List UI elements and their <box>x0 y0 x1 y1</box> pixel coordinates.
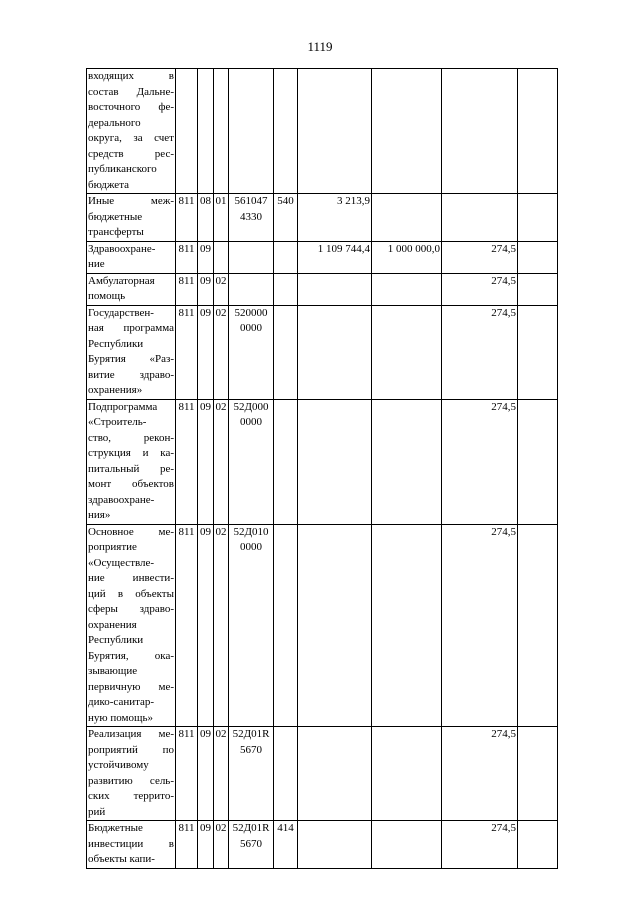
ministry-code-cell: 811 <box>176 821 198 869</box>
amount-cell: 274,5 <box>442 524 518 727</box>
amount-cell <box>298 273 372 305</box>
row-name-line: помощь <box>88 290 126 302</box>
expense-type-cell: 414 <box>274 821 298 869</box>
row-name-line: округа, за счет <box>88 132 174 144</box>
amount-cell: 1 109 744,4 <box>298 241 372 273</box>
subsection-code-cell: 02 <box>214 305 229 399</box>
row-name-line: инвестиции в <box>88 837 174 850</box>
row-name-line: дерального <box>88 116 141 129</box>
ministry-code-cell: 811 <box>176 305 198 399</box>
amount-cell <box>372 821 442 869</box>
expense-type-cell <box>274 399 298 524</box>
row-name-line: охранения» <box>88 384 143 396</box>
row-name-line: Бурятия «Раз- <box>88 353 174 365</box>
row-name-line: струкция и ка- <box>88 447 174 459</box>
row-name-line: зывающие <box>88 665 138 677</box>
amount-cell <box>298 727 372 821</box>
amount-cell <box>372 727 442 821</box>
row-name-line: бюджетные <box>88 210 143 223</box>
table-row <box>87 399 558 524</box>
target-article-cell <box>229 194 274 242</box>
section-code-cell: 09 <box>198 727 214 821</box>
row-name-line: публиканского <box>88 163 157 175</box>
amount-cell: 3 213,9 <box>298 194 372 242</box>
row-name-line: объекты капи- <box>88 853 155 865</box>
table-row <box>87 524 558 727</box>
target-article-line: 561047 <box>234 195 268 207</box>
ministry-code-cell: 811 <box>176 273 198 305</box>
section-code-cell: 09 <box>198 821 214 869</box>
amount-cell <box>518 727 558 821</box>
amount-cell <box>372 399 442 524</box>
amount-cell: 274,5 <box>442 305 518 399</box>
subsection-code-cell: 02 <box>214 727 229 821</box>
amount-cell <box>518 241 558 273</box>
ministry-code-cell: 811 <box>176 194 198 242</box>
target-article-line: 52Д01R <box>232 728 270 740</box>
table-row <box>87 727 558 821</box>
amount-cell: 1 000 000,0 <box>372 241 442 273</box>
row-name-line: Подпрограмма <box>88 400 158 413</box>
section-code-cell <box>198 69 214 194</box>
table-row <box>87 194 558 242</box>
amount-cell <box>518 524 558 727</box>
row-name-line: Амбулаторная <box>88 274 155 287</box>
amount-cell: 274,5 <box>442 727 518 821</box>
row-name-line: питальный ре- <box>88 462 174 475</box>
row-name-cell <box>87 194 176 242</box>
amount-cell <box>518 821 558 869</box>
table-row <box>87 821 558 869</box>
row-name-line: развитию сель- <box>88 774 174 787</box>
amount-cell <box>372 305 442 399</box>
expense-type-cell <box>274 727 298 821</box>
row-name-line: Бурятия, ока- <box>88 649 174 662</box>
row-name-line: витие здраво- <box>88 368 174 381</box>
target-article-line: 5670 <box>240 837 262 850</box>
ministry-code-cell: 811 <box>176 524 198 727</box>
section-code-cell: 09 <box>198 273 214 305</box>
ministry-code-cell: 811 <box>176 399 198 524</box>
row-name-line: «Строитель- <box>88 416 147 428</box>
target-article-cell <box>229 399 274 524</box>
row-name-line: ная программа <box>88 322 174 334</box>
row-name-line: Реализация ме- <box>88 728 174 740</box>
target-article-line: 0000 <box>240 541 262 553</box>
table-row <box>87 273 558 305</box>
expense-type-cell <box>274 241 298 273</box>
target-article-line: 0000 <box>240 416 262 428</box>
target-article-line: 5670 <box>240 743 262 756</box>
row-name-cell <box>87 273 176 305</box>
row-name-line: Государствен- <box>88 306 154 319</box>
target-article-cell <box>229 727 274 821</box>
target-article-cell <box>229 241 274 273</box>
amount-cell <box>518 69 558 194</box>
target-article-cell <box>229 821 274 869</box>
expense-type-cell <box>274 524 298 727</box>
row-name-line: «Осуществле- <box>88 556 155 569</box>
amount-cell <box>298 305 372 399</box>
target-article-line: 52Д01R <box>232 822 270 834</box>
section-code-cell: 09 <box>198 241 214 273</box>
row-name-line: ния» <box>88 509 111 521</box>
subsection-code-cell <box>214 241 229 273</box>
row-name-line: ние <box>88 258 105 270</box>
subsection-code-cell: 01 <box>214 194 229 242</box>
row-name-line: охранения <box>88 618 137 631</box>
amount-cell <box>518 305 558 399</box>
row-name-line: роприятие <box>88 541 137 553</box>
amount-cell <box>372 524 442 727</box>
budget-table-body <box>87 69 558 869</box>
amount-cell: 274,5 <box>442 241 518 273</box>
target-article-cell <box>229 273 274 305</box>
expense-type-cell <box>274 69 298 194</box>
row-name-line: состав Дальне- <box>88 85 174 98</box>
section-code-cell: 08 <box>198 194 214 242</box>
table-row <box>87 69 558 194</box>
amount-cell <box>518 273 558 305</box>
row-name-cell <box>87 305 176 399</box>
target-article-cell <box>229 69 274 194</box>
section-code-cell: 09 <box>198 305 214 399</box>
row-name-cell <box>87 241 176 273</box>
expense-type-cell <box>274 273 298 305</box>
row-name-line: монт объектов <box>88 478 174 490</box>
page-number: 1119 <box>307 39 333 54</box>
row-name-line: Основное ме- <box>88 525 174 538</box>
row-name-line: средств рес- <box>88 147 174 160</box>
row-name-line: Бюджетные <box>88 822 143 834</box>
row-name-line: восточного фе- <box>88 101 174 113</box>
amount-cell <box>298 821 372 869</box>
ministry-code-cell <box>176 69 198 194</box>
row-name-cell <box>87 399 176 524</box>
ministry-code-cell: 811 <box>176 727 198 821</box>
row-name-line: здравоохране- <box>88 493 155 506</box>
row-name-line: ство, рекон- <box>88 431 174 444</box>
budget-table <box>86 68 558 869</box>
amount-cell: 274,5 <box>442 273 518 305</box>
target-article-line: 4330 <box>240 210 262 223</box>
subsection-code-cell <box>214 69 229 194</box>
target-article-line: 0000 <box>240 322 262 334</box>
row-name-cell <box>87 524 176 727</box>
row-name-line: Республики <box>88 634 144 646</box>
amount-cell <box>518 399 558 524</box>
amount-cell <box>372 69 442 194</box>
amount-cell <box>372 194 442 242</box>
amount-cell <box>372 273 442 305</box>
target-article-cell <box>229 524 274 727</box>
row-name-line: ную помощь» <box>88 711 153 724</box>
table-row <box>87 305 558 399</box>
row-name-line: устойчивому <box>88 759 149 771</box>
subsection-code-cell: 02 <box>214 821 229 869</box>
target-article-line: 520000 <box>234 306 268 319</box>
section-code-cell: 09 <box>198 524 214 727</box>
row-name-line: ние инвести- <box>88 572 174 584</box>
row-name-line: дико-санитар- <box>88 696 155 708</box>
row-name-cell <box>87 69 176 194</box>
table-row <box>87 241 558 273</box>
amount-cell <box>518 194 558 242</box>
row-name-line: бюджета <box>88 178 130 191</box>
subsection-code-cell: 02 <box>214 273 229 305</box>
ministry-code-cell: 811 <box>176 241 198 273</box>
row-name-cell <box>87 821 176 869</box>
row-name-line: роприятий по <box>88 743 174 756</box>
amount-cell <box>298 399 372 524</box>
row-name-line: ских террито- <box>88 790 174 802</box>
subsection-code-cell: 02 <box>214 399 229 524</box>
target-article-line: 52Д010 <box>233 525 269 538</box>
row-name-line: входящих в <box>88 70 174 82</box>
amount-cell <box>298 524 372 727</box>
amount-cell: 274,5 <box>442 399 518 524</box>
section-code-cell: 09 <box>198 399 214 524</box>
target-article-cell <box>229 305 274 399</box>
row-name-line: рий <box>88 805 106 818</box>
amount-cell: 274,5 <box>442 821 518 869</box>
row-name-line: сферы здраво- <box>88 603 174 615</box>
row-name-line: первичную ме- <box>88 680 174 693</box>
subsection-code-cell: 02 <box>214 524 229 727</box>
expense-type-cell <box>274 305 298 399</box>
row-name-line: трансферты <box>88 226 144 238</box>
amount-cell <box>442 194 518 242</box>
row-name-cell <box>87 727 176 821</box>
target-article-line: 52Д000 <box>233 400 269 413</box>
expense-type-cell: 540 <box>274 194 298 242</box>
row-name-line: Республики <box>88 337 144 350</box>
row-name-line: Здравоохране- <box>88 242 156 255</box>
row-name-line: Иные меж- <box>88 195 174 207</box>
amount-cell <box>442 69 518 194</box>
row-name-line: ций в объекты <box>88 587 174 600</box>
amount-cell <box>298 69 372 194</box>
